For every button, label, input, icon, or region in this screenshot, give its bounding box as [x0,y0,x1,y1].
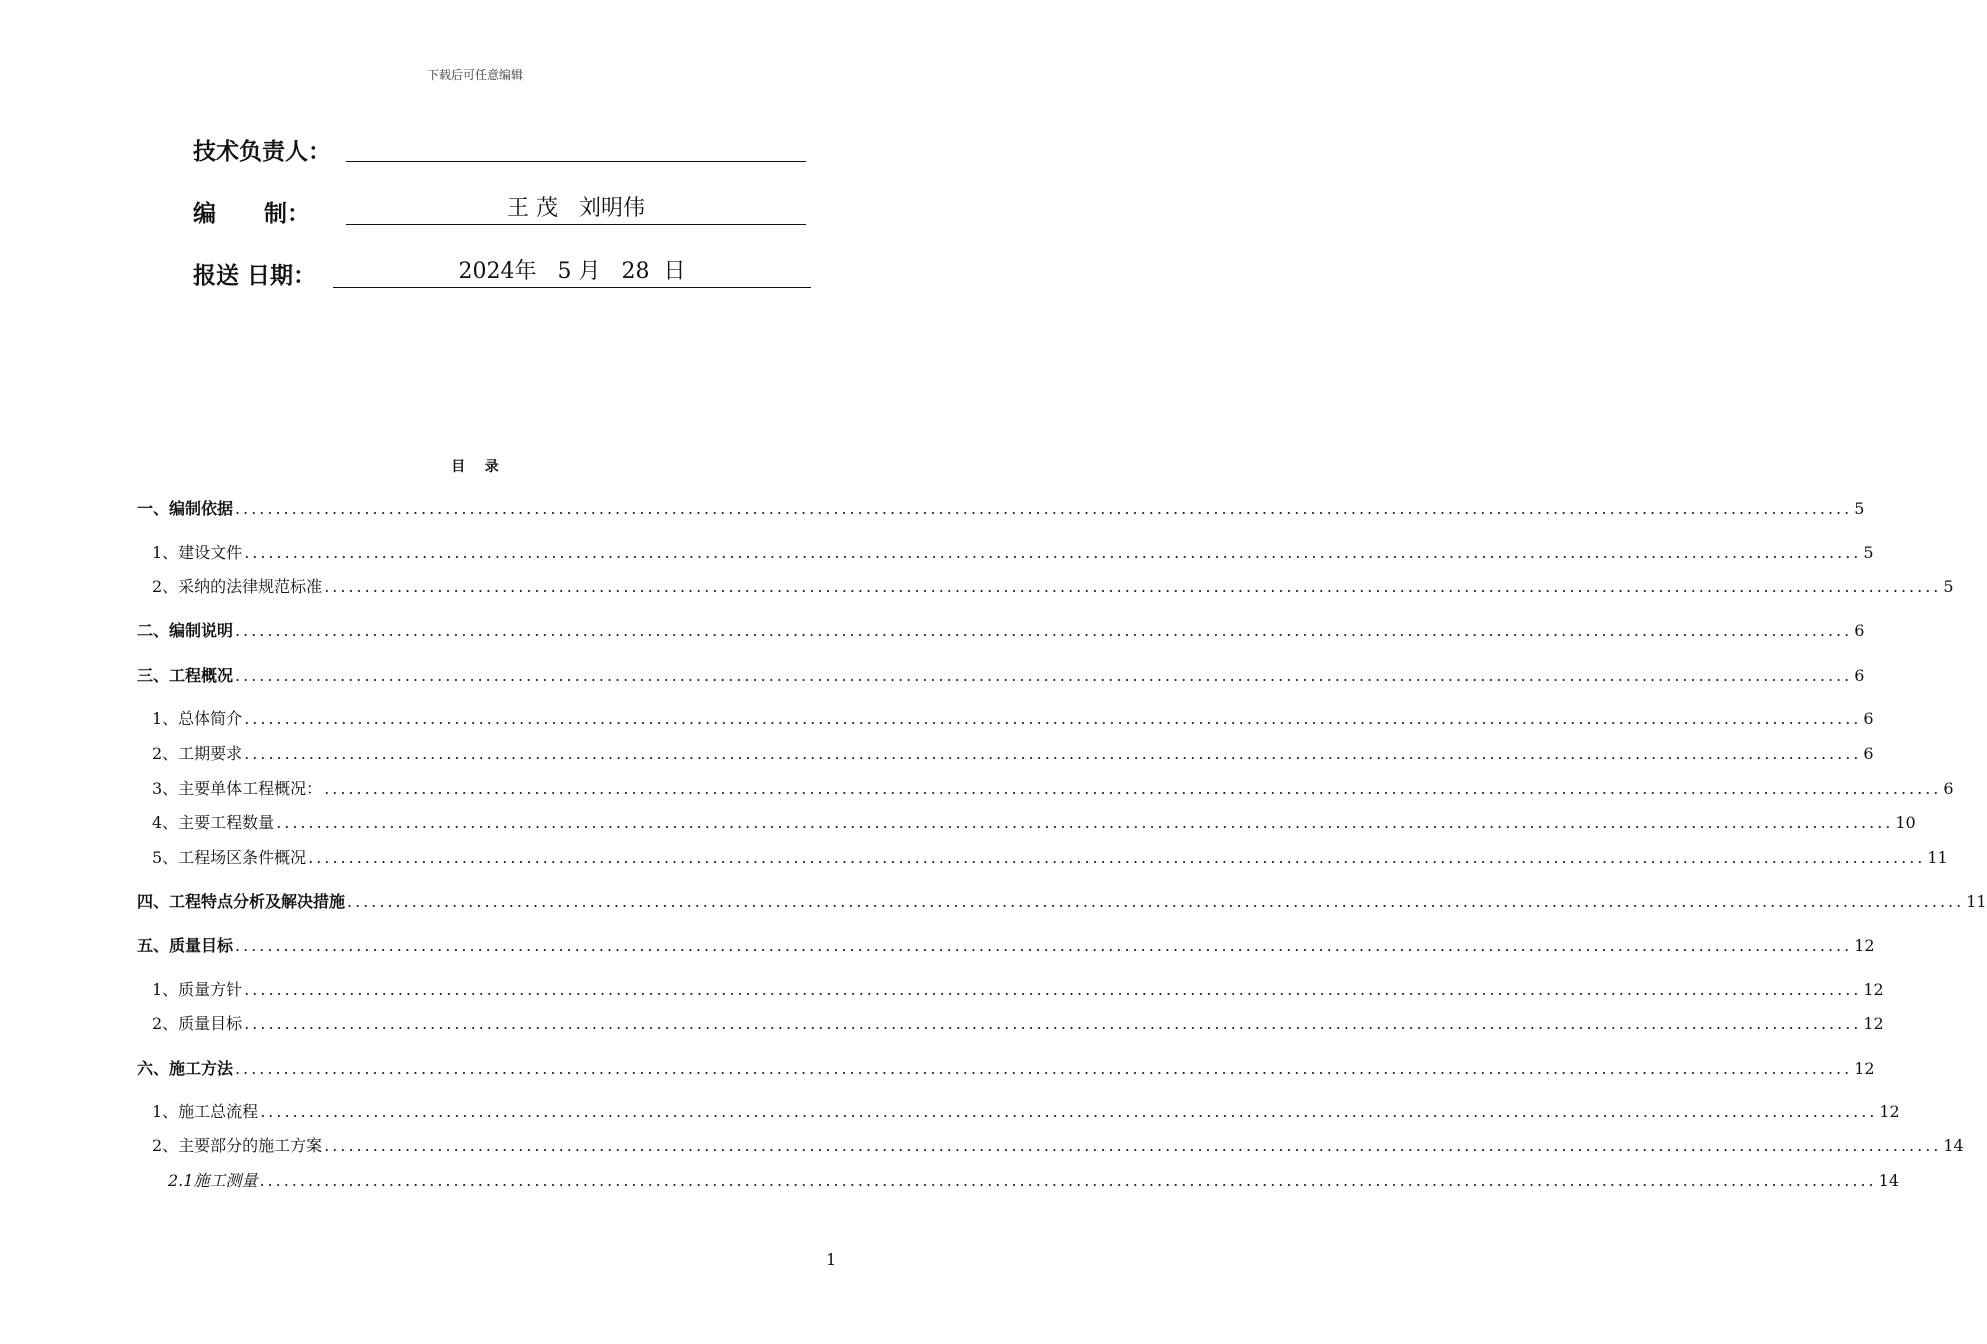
toc-entry-page: 11 [1966,892,1987,911]
toc-leader-dots: ........................................................................................................................................................................................................ [235,499,1853,518]
toc-leader-dots: ........................................................................................................................................................................................................ [308,848,1926,867]
compiler-label: 编 制： [193,201,311,227]
toc-entry-title: 五、质量目标 [137,936,234,955]
toc-entry-page: 5 [1854,499,1865,518]
toc-entry-title: 六、施工方法 [137,1059,234,1078]
toc-entry-page: 12 [1863,1014,1884,1033]
toc-entry-title: 4、主要工程数量 [152,813,275,832]
toc-entry-title: 二、编制说明 [137,621,234,640]
toc-entry-page: 5 [1943,577,1954,596]
toc-entry-title: 1、质量方针 [152,980,243,999]
toc-title: 目 录 [451,459,499,475]
toc-entry-title: 2.1施工测量 [168,1171,258,1190]
toc-entry[interactable] [152,979,1884,1001]
toc-leader-dots: ........................................................................................................................................................................................................ [235,666,1853,685]
toc-entry[interactable] [152,542,1874,564]
toc-entry[interactable] [152,1101,1900,1123]
toc-entry-page: 14 [1943,1136,1964,1155]
toc-entry-page: 12 [1854,936,1875,955]
toc-entry-page: 5 [1863,543,1874,562]
compiler-row [193,195,310,229]
toc-leader-dots: ........................................................................................................................................................................................................ [259,1171,1877,1190]
toc-leader-dots: ........................................................................................................................................................................................................ [244,980,1862,999]
tech-lead-label: 技术负责人： [193,139,331,165]
toc-leader-dots: ........................................................................................................................................................................................................ [235,936,1853,955]
date-value: 2024年 5 月 28 日 [333,257,811,288]
toc-leader-dots: ........................................................................................................................................................................................................ [244,543,1862,562]
toc-entry[interactable] [168,1170,1899,1192]
toc-leader-dots: ........................................................................................................................................................................................................ [235,1059,1853,1078]
tech-lead-value [346,131,806,162]
toc-entry[interactable] [137,891,1987,913]
date-row [193,257,316,291]
toc-leader-dots: ........................................................................................................................................................................................................ [244,1014,1862,1033]
toc-entry[interactable] [137,620,1865,642]
toc-entry[interactable] [152,743,1874,765]
toc-leader-dots: ........................................................................................................................................................................................................ [276,813,1894,832]
toc-entry[interactable] [137,665,1865,687]
toc-entry-title: 3、主要单体工程概况： [152,779,323,798]
toc-leader-dots: ........................................................................................................................................................................................................ [324,779,1942,798]
toc-leader-dots: ........................................................................................................................................................................................................ [244,744,1862,763]
toc-entry[interactable] [137,1058,1875,1080]
toc-entry-title: 三、工程概况 [137,666,234,685]
toc-entry-page: 6 [1863,744,1874,763]
tech-lead-row [193,133,331,167]
compiler-value: 王 茂 刘明伟 [346,194,806,225]
toc-entry-page: 6 [1863,709,1874,728]
toc-entry[interactable] [152,778,1954,800]
toc-entry[interactable] [152,1013,1884,1035]
toc-entry[interactable] [152,708,1874,730]
toc-entry[interactable] [152,847,1948,869]
toc-entry-page: 14 [1878,1171,1899,1190]
toc-entry-page: 6 [1854,621,1865,640]
toc-leader-dots: ........................................................................................................................................................................................................ [260,1102,1878,1121]
toc-entry-title: 1、建设文件 [152,543,243,562]
toc-entry-page: 10 [1895,813,1916,832]
toc-entry-title: 一、编制依据 [137,499,234,518]
toc-leader-dots: ........................................................................................................................................................................................................ [324,1136,1942,1155]
toc-entry[interactable] [152,1135,1964,1157]
toc-entry-page: 11 [1927,848,1948,867]
toc-entry-title: 1、总体简介 [152,709,243,728]
toc-entry-page: 6 [1943,779,1954,798]
date-label: 报送 日期： [193,263,317,289]
toc-leader-dots: ........................................................................................................................................................................................................ [347,892,1965,911]
toc-entry-title: 2、主要部分的施工方案 [152,1136,323,1155]
toc-entry-title: 四、工程特点分析及解决措施 [137,892,346,911]
toc-entry-title: 5、工程场区条件概况 [152,848,307,867]
toc-entry-title: 2、质量目标 [152,1014,243,1033]
toc-entry[interactable] [152,812,1916,834]
toc-leader-dots: ........................................................................................................................................................................................................ [235,621,1853,640]
toc-entry-page: 12 [1863,980,1884,999]
toc-entry[interactable] [152,576,1954,598]
toc-entry-page: 12 [1879,1102,1900,1121]
toc-entry[interactable] [137,935,1875,957]
toc-entry-title: 1、施工总流程 [152,1102,259,1121]
header-note: 下载后可任意编辑 [426,68,523,82]
toc-leader-dots: ........................................................................................................................................................................................................ [324,577,1942,596]
toc-entry-title: 2、工期要求 [152,744,243,763]
page-number: 1 [826,1250,837,1269]
toc-entry-page: 12 [1854,1059,1875,1078]
toc-entry-title: 2、采纳的法律规范标准 [152,577,323,596]
toc-leader-dots: ........................................................................................................................................................................................................ [244,709,1862,728]
toc-entry[interactable] [137,498,1865,520]
toc-entry-page: 6 [1854,666,1865,685]
